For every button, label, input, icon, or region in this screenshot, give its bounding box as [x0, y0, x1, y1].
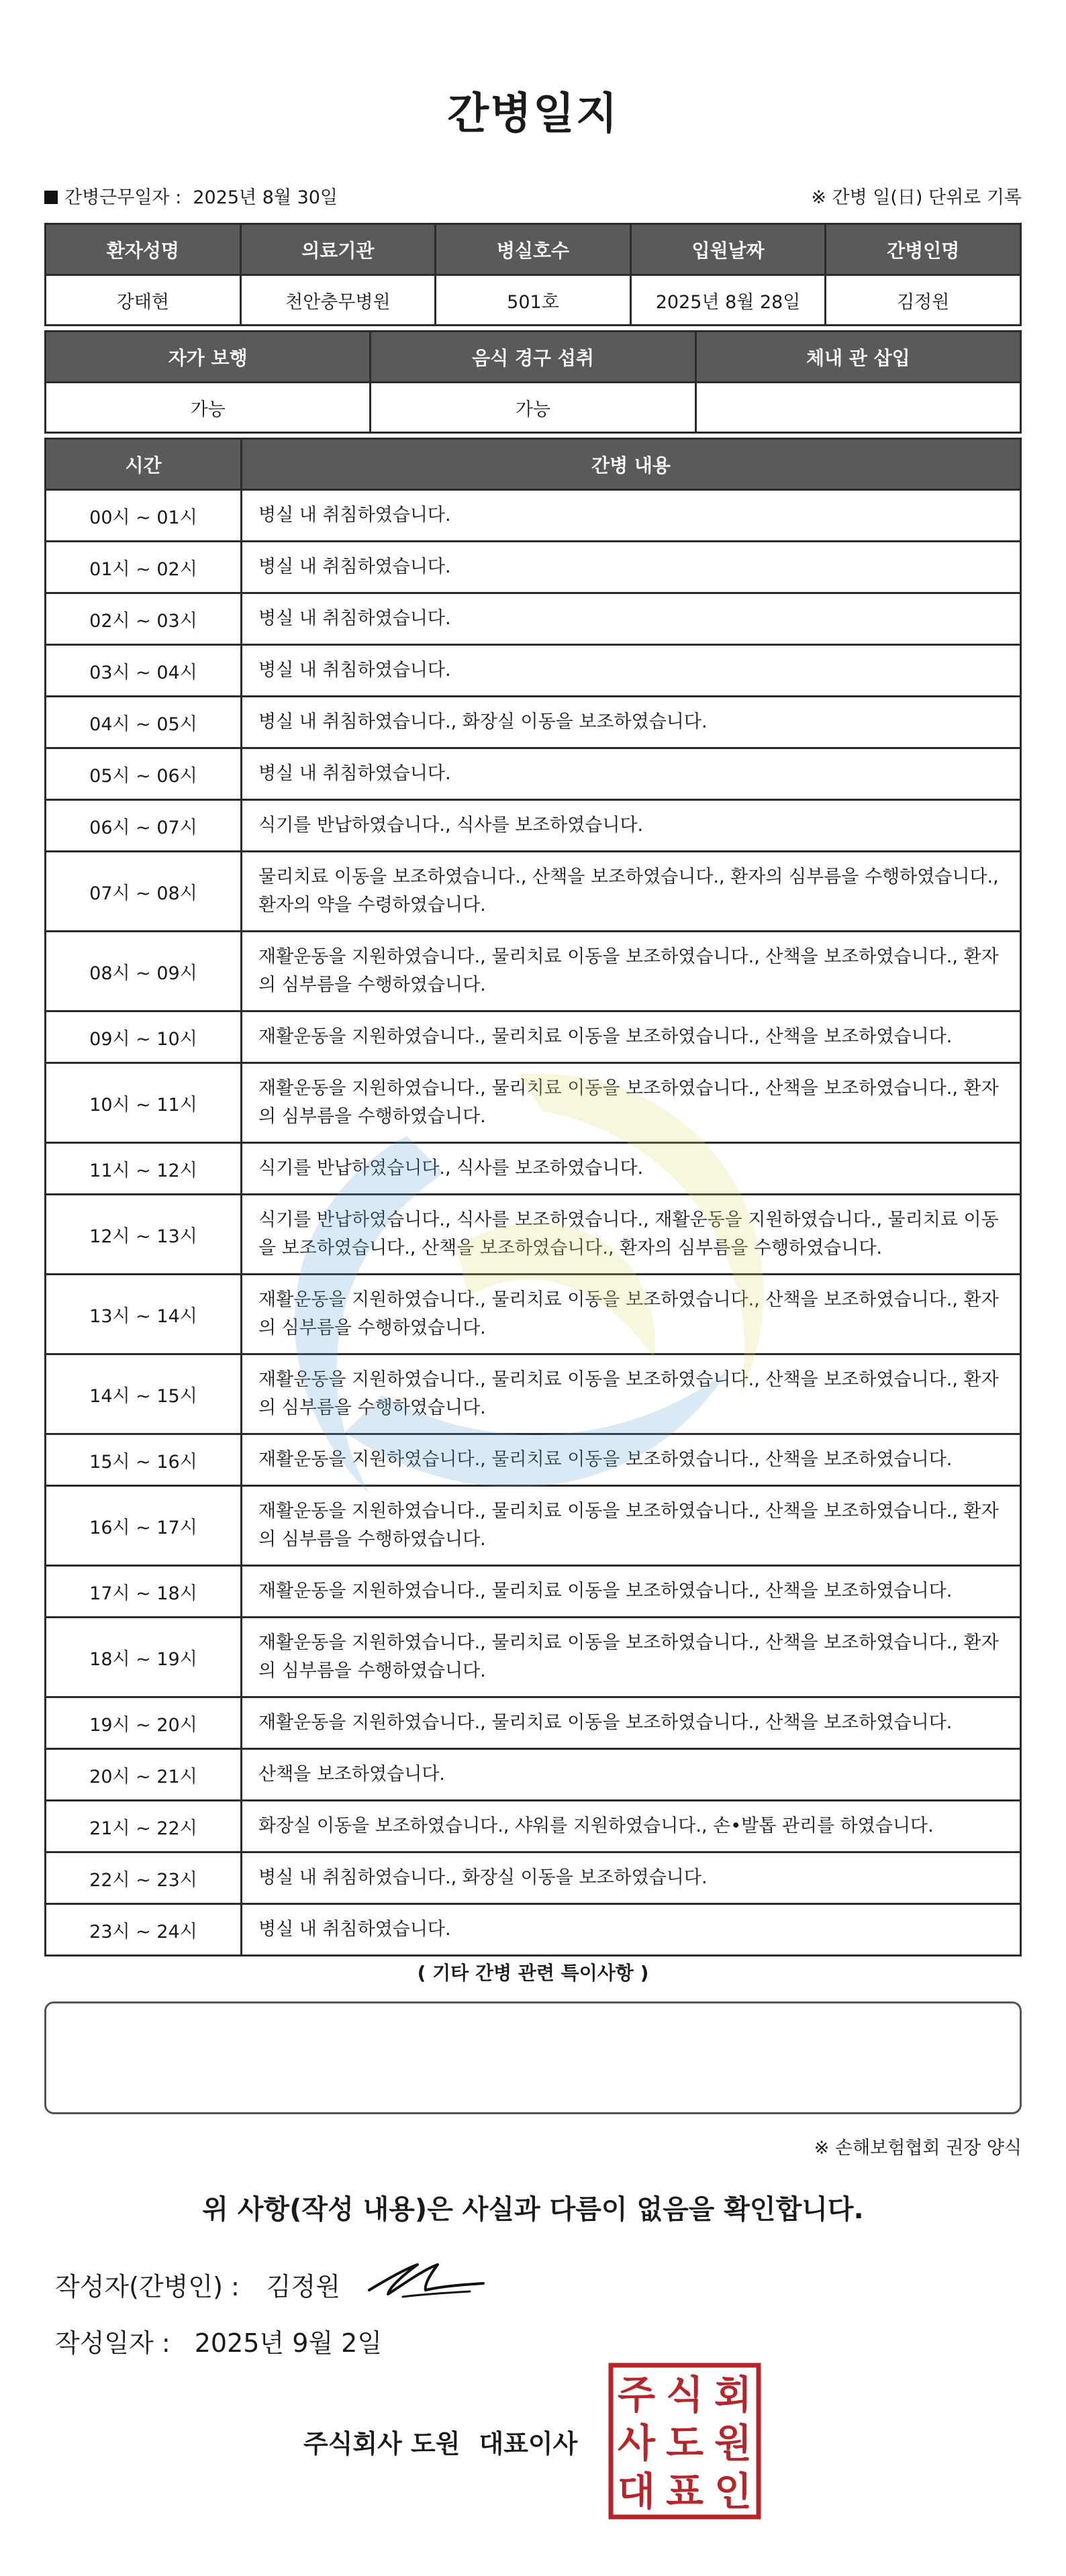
row-content: 식기를 반납하였습니다., 식사를 보조하였습니다. [242, 800, 1021, 852]
row-time: 14시 ~ 15시 [46, 1354, 242, 1434]
company-signature-line [303, 2423, 577, 2460]
row-content: 재활운동을 지원하였습니다., 물리치료 이동을 보조하였습니다., 산책을 보조하였습니다., 환자의 심부름을 수행하였습니다. [242, 932, 1021, 1011]
table-row [46, 1852, 1021, 1904]
svg-text:원: 원 [714, 2420, 753, 2466]
row-content: 병실 내 취침하였습니다. [242, 645, 1021, 697]
table-row [46, 645, 1021, 697]
table-row [46, 1011, 1021, 1063]
table-row [46, 852, 1021, 932]
table-row [46, 1618, 1021, 1697]
row-time: 04시 ~ 05시 [46, 697, 242, 748]
row-time: 00시 ~ 01시 [46, 490, 242, 542]
header-oral-intake: 음식 경구 섭취 [371, 332, 695, 383]
work-date-label: 간병근무일자 : [64, 187, 182, 208]
row-time: 11시 ~ 12시 [46, 1143, 242, 1195]
handwritten-signature [362, 2255, 490, 2302]
notes-box [44, 2001, 1022, 2114]
row-content: 병실 내 취침하였습니다., 화장실 이동을 보조하였습니다. [242, 1852, 1021, 1904]
table-row [46, 1195, 1021, 1275]
work-date-value: 2025년 8월 30일 [193, 187, 338, 208]
table-row [46, 800, 1021, 852]
table-row [46, 1801, 1021, 1852]
row-time: 06시 ~ 07시 [46, 800, 242, 852]
row-content: 병실 내 취침하였습니다., 화장실 이동을 보조하였습니다. [242, 697, 1021, 748]
care-log-table [44, 438, 1022, 1956]
row-content: 병실 내 취침하였습니다. [242, 490, 1021, 542]
row-content: 재활운동을 지원하였습니다., 물리치료 이동을 보조하였습니다., 산책을 보조하였습니다., 환자의 심부름을 수행하였습니다. [242, 1354, 1021, 1434]
patient-name: 강태현 [46, 275, 241, 326]
header-admit-date: 입원날짜 [630, 224, 826, 275]
row-time: 10시 ~ 11시 [46, 1063, 242, 1143]
table-row [46, 1275, 1021, 1354]
header-room: 병실호수 [436, 224, 631, 275]
table-row [46, 542, 1021, 593]
row-time: 12시 ~ 13시 [46, 1195, 242, 1275]
header-tube: 체내 관 삽입 [695, 332, 1020, 383]
row-time: 21시 ~ 22시 [46, 1801, 242, 1852]
row-time: 08시 ~ 09시 [46, 932, 242, 1011]
table-row [46, 1697, 1021, 1749]
row-content: 화장실 이동을 보조하였습니다., 샤워를 지원하였습니다., 손•발톱 관리를 하였습니다. [242, 1801, 1021, 1852]
row-content: 산책을 보조하였습니다. [242, 1749, 1021, 1801]
row-time: 22시 ~ 23시 [46, 1852, 242, 1904]
header-patient-name: 환자성명 [46, 224, 241, 275]
company-seal [608, 2363, 761, 2520]
table-row [46, 490, 1021, 542]
row-content: 식기를 반납하였습니다., 식사를 보조하였습니다., 재활운동을 지원하였습니다., 물리치료 이동을 보조하였습니다., 산책을 보조하였습니다., 환자의 심부름을 수행하였습니다. [242, 1195, 1021, 1275]
row-content: 재활운동을 지원하였습니다., 물리치료 이동을 보조하였습니다., 산책을 보조하였습니다., 환자의 심부름을 수행하였습니다. [242, 1486, 1021, 1566]
table-row [46, 1434, 1021, 1486]
ability-table [44, 330, 1022, 434]
hospital-name: 천안충무병원 [240, 275, 436, 326]
tube-value [695, 383, 1020, 433]
svg-text:회: 회 [714, 2372, 753, 2418]
table-row [46, 697, 1021, 748]
svg-text:사: 사 [617, 2420, 656, 2466]
row-time: 19시 ~ 20시 [46, 1697, 242, 1749]
company-name: 주식회사 도원 [303, 2429, 461, 2459]
svg-text:대: 대 [617, 2469, 656, 2514]
header-content: 간병 내용 [242, 439, 1021, 490]
row-time: 18시 ~ 19시 [46, 1618, 242, 1697]
row-content: 병실 내 취침하였습니다. [242, 748, 1021, 800]
row-time: 03시 ~ 04시 [46, 645, 242, 697]
document-title: 간병일지 [447, 89, 619, 139]
recommend-note: ※ 손해보험협회 권장 양식 [814, 2138, 1022, 2159]
patient-info-table [44, 223, 1022, 326]
written-date-value: 2025년 9월 2일 [194, 2328, 383, 2358]
table-row [46, 1566, 1021, 1618]
oral-intake-value: 가능 [371, 383, 695, 433]
svg-text:식: 식 [665, 2372, 704, 2418]
row-time: 23시 ~ 24시 [46, 1904, 242, 1956]
admit-date: 2025년 8월 28일 [630, 275, 826, 326]
table-row [46, 1904, 1021, 1956]
writer-name: 김정원 [266, 2272, 340, 2301]
written-date-label: 작성일자 : [55, 2328, 171, 2358]
row-time: 02시 ~ 03시 [46, 593, 242, 645]
row-content: 병실 내 취침하였습니다. [242, 542, 1021, 593]
row-content: 병실 내 취침하였습니다. [242, 1904, 1021, 1956]
header-caregiver: 간병인명 [826, 224, 1021, 275]
writer-line [55, 2266, 340, 2303]
written-date-line [55, 2322, 382, 2359]
row-content: 재활운동을 지원하였습니다., 물리치료 이동을 보조하였습니다., 산책을 보조하였습니다., 환자의 심부름을 수행하였습니다. [242, 1063, 1021, 1143]
row-content: 재활운동을 지원하였습니다., 물리치료 이동을 보조하였습니다., 산책을 보조하였습니다. [242, 1566, 1021, 1618]
svg-text:인: 인 [714, 2469, 753, 2514]
table-row [46, 1063, 1021, 1143]
row-content: 식기를 반납하였습니다., 식사를 보조하였습니다. [242, 1143, 1021, 1195]
row-content: 재활운동을 지원하였습니다., 물리치료 이동을 보조하였습니다., 산책을 보조하였습니다., 환자의 심부름을 수행하였습니다. [242, 1275, 1021, 1354]
row-content: 재활운동을 지원하였습니다., 물리치료 이동을 보조하였습니다., 산책을 보조하였습니다. [242, 1434, 1021, 1486]
square-bullet-icon [44, 191, 58, 204]
row-time: 13시 ~ 14시 [46, 1275, 242, 1354]
table-row [46, 1486, 1021, 1566]
notes-title: ( 기타 간병 관련 특이사항 ) [417, 1962, 649, 1984]
row-time: 09시 ~ 10시 [46, 1011, 242, 1063]
row-time: 15시 ~ 16시 [46, 1434, 242, 1486]
row-content: 물리치료 이동을 보조하였습니다., 산책을 보조하였습니다., 환자의 심부름을 수행하였습니다., 환자의 약을 수령하였습니다. [242, 852, 1021, 932]
table-row [46, 1143, 1021, 1195]
work-date [44, 183, 338, 209]
table-row [46, 1749, 1021, 1801]
svg-text:도: 도 [665, 2420, 704, 2466]
unit-note: ※ 간병 일(日) 단위로 기록 [811, 187, 1022, 208]
table-row [46, 748, 1021, 800]
svg-text:주: 주 [617, 2372, 656, 2418]
row-time: 20시 ~ 21시 [46, 1749, 242, 1801]
writer-label: 작성자(간병인) : [55, 2272, 240, 2301]
header-hospital: 의료기관 [240, 224, 436, 275]
row-time: 17시 ~ 18시 [46, 1566, 242, 1618]
table-row [46, 1354, 1021, 1434]
row-content: 재활운동을 지원하였습니다., 물리치료 이동을 보조하였습니다., 산책을 보조하였습니다. [242, 1697, 1021, 1749]
row-content: 병실 내 취침하였습니다. [242, 593, 1021, 645]
header-walking: 자가 보행 [46, 332, 371, 383]
row-time: 05시 ~ 06시 [46, 748, 242, 800]
row-time: 07시 ~ 08시 [46, 852, 242, 932]
caregiver-name: 김정원 [826, 275, 1021, 326]
row-content: 재활운동을 지원하였습니다., 물리치료 이동을 보조하였습니다., 산책을 보조하였습니다. [242, 1011, 1021, 1063]
confirmation-statement: 위 사항(작성 내용)은 사실과 다름이 없음을 확인합니다. [202, 2194, 864, 2225]
header-time: 시간 [46, 439, 242, 490]
row-time: 01시 ~ 02시 [46, 542, 242, 593]
table-row [46, 593, 1021, 645]
row-time: 16시 ~ 17시 [46, 1486, 242, 1566]
ceo-title: 대표이사 [479, 2429, 578, 2459]
svg-text:표: 표 [665, 2469, 704, 2514]
room-number: 501호 [436, 275, 631, 326]
walking-value: 가능 [46, 383, 371, 433]
row-content: 재활운동을 지원하였습니다., 물리치료 이동을 보조하였습니다., 산책을 보조하였습니다., 환자의 심부름을 수행하였습니다. [242, 1618, 1021, 1697]
table-row [46, 932, 1021, 1011]
